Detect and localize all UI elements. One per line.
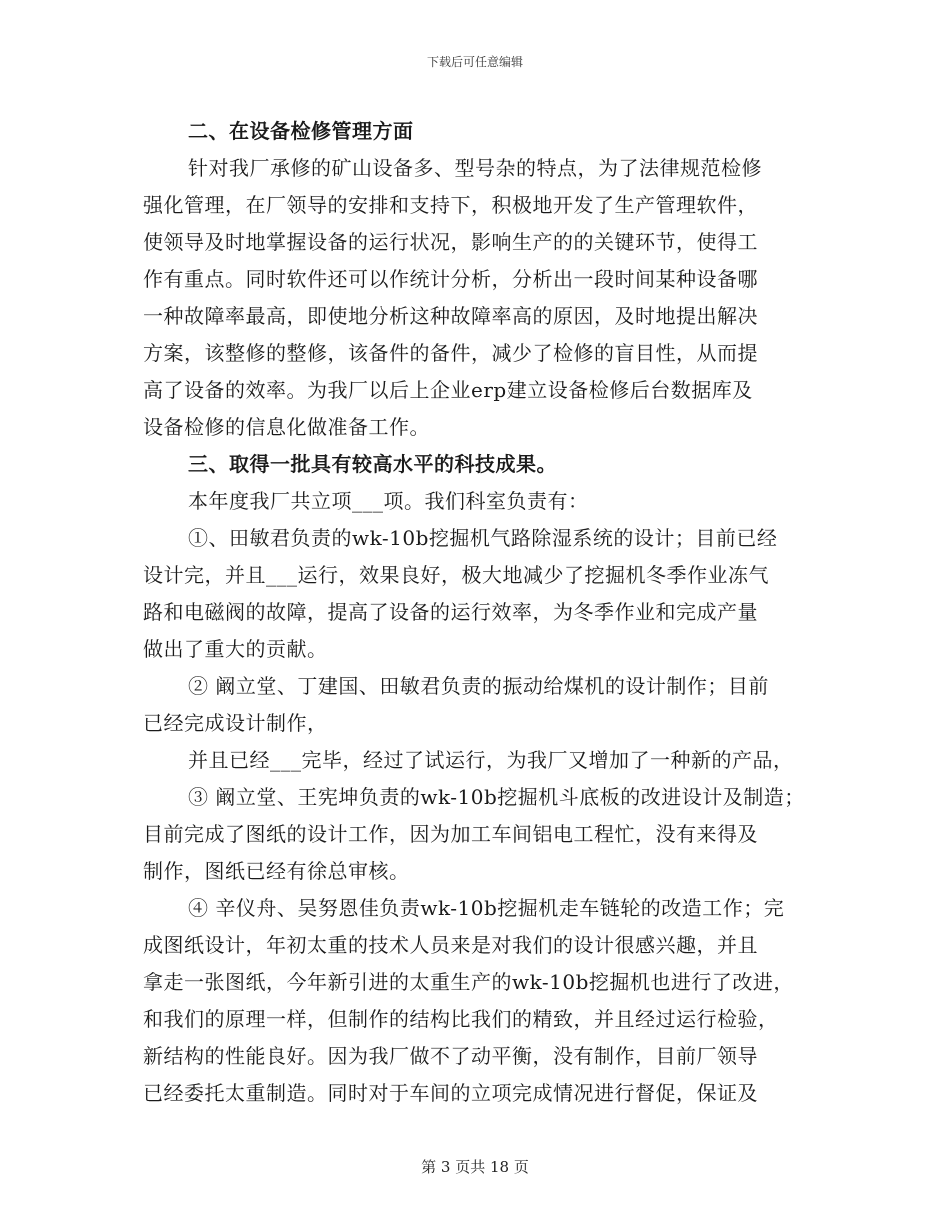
text-line: 路和电磁阀的故障，提高了设备的运行效率，为冬季作业和完成产量 <box>143 600 758 624</box>
text-line: 方案，该整修的整修，该备件的备件，减少了检修的盲目性，从而提 <box>143 341 758 365</box>
text-line: 做出了重大的贡献。 <box>143 637 328 661</box>
text-line: 一种故障率最高，即使地分析这种故障率高的原因，及时地提出解决 <box>143 304 758 328</box>
text-line: 成图纸设计，年初太重的技术人员来是对我们的设计很感兴趣，并且 <box>143 933 758 957</box>
text-line: ④ 辛仪舟、吴努恩佳负责wk-10b挖掘机走车链轮的改造工作；完 <box>188 896 785 920</box>
text-line: 强化管理，在厂领导的安排和支持下，积极地开发了生产管理软件， <box>143 193 758 217</box>
text-line: 使领导及时地掌握设备的运行状况，影响生产的的关键环节，使得工 <box>143 230 758 254</box>
text-line: 已经完成设计制作， <box>143 711 328 735</box>
text-line: 高了设备的效率。为我厂以后上企业erp建立设备检修后台数据库及 <box>143 378 753 402</box>
page-header: 下载后可任意编辑 <box>426 55 523 69</box>
text-line: 设计完，并且___运行，效果良好，极大地减少了挖掘机冬季作业冻气 <box>143 563 769 587</box>
text-line: 新结构的性能良好。因为我厂做不了动平衡，没有制作，目前厂领导 <box>143 1044 758 1068</box>
text-line: ③ 阚立堂、王宪坤负责的wk-10b挖掘机斗底板的改进设计及制造； <box>188 785 805 809</box>
text-line: 已经委托太重制造。同时对于车间的立项完成情况进行督促，保证及 <box>143 1081 758 1105</box>
text-line: 和我们的原理一样，但制作的结构比我们的精致，并且经过运行检验， <box>143 1007 779 1031</box>
text-line: ①、田敏君负责的wk-10b挖掘机气路除湿系统的设计；目前已经 <box>188 526 778 550</box>
document-body <box>143 113 823 1112</box>
section-heading: 三、取得一批具有较高水平的科技成果。 <box>188 452 557 476</box>
section-heading: 二、在设备检修管理方面 <box>188 119 414 143</box>
page-footer: 第 3 页共 18 页 <box>421 1158 529 1176</box>
text-line: 制作，图纸已经有徐总审核。 <box>143 859 410 883</box>
text-line: 目前完成了图纸的设计工作，因为加工车间铝电工程忙，没有来得及 <box>143 822 758 846</box>
text-line: 作有重点。同时软件还可以作统计分析，分析出一段时间某种设备哪 <box>143 267 758 291</box>
text-line: 拿走一张图纸，今年新引进的太重生产的wk-10b挖掘机也进行了改进， <box>143 970 794 994</box>
text-line: 设备检修的信息化做准备工作。 <box>143 415 430 439</box>
text-line: ② 阚立堂、丁建国、田敏君负责的振动给煤机的设计制作；目前 <box>188 674 769 698</box>
text-line: 针对我厂承修的矿山设备多、型号杂的特点，为了法律规范检修 <box>188 156 762 180</box>
text-line: 本年度我厂共立项___项。我们科室负责有： <box>188 489 589 513</box>
text-line: 并且已经___完毕，经过了试运行，为我厂又增加了一种新的产品， <box>188 748 794 772</box>
